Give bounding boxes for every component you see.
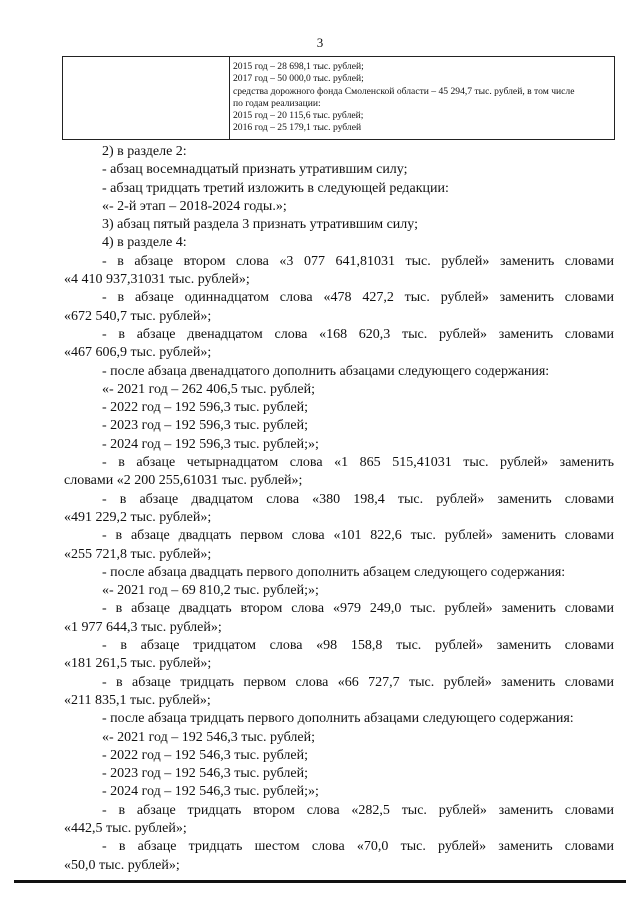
text-line: - абзац тридцать третий изложить в следующей редакции: xyxy=(102,180,449,196)
text-line: - в абзаце двадцать втором слова «979 249,0 тыс. рублей» заменить словами xyxy=(102,601,614,617)
text-line: «50,0 тыс. рублей»; xyxy=(64,857,180,873)
text-line: - в абзаце втором слова «3 077 641,81031 тыс. рублей» заменить словами xyxy=(102,253,614,269)
text-line: - в абзаце двенадцатом слова «168 620,3 тыс. рублей» заменить словами xyxy=(102,326,614,342)
text-line: - в абзаце тридцатом слова «98 158,8 тыс. рублей» заменить словами xyxy=(102,638,614,654)
text-line: - в абзаце четырнадцатом слова «1 865 515,41031 тыс. рублей» заменить xyxy=(102,455,614,471)
text-line: «4 410 937,31031 тыс. рублей»; xyxy=(64,272,250,288)
table-cell-funding xyxy=(233,61,610,135)
table-column-divider xyxy=(229,57,230,139)
table-line: 2015 год – 28 698,1 тыс. рублей; xyxy=(233,61,364,72)
text-line: «- 2021 год – 262 406,5 тыс. рублей; xyxy=(102,381,316,397)
text-line: - 2022 год – 192 546,3 тыс. рублей; xyxy=(102,747,309,763)
text-line: «- 2021 год – 192 546,3 тыс. рублей; xyxy=(102,729,316,745)
text-line: «181 261,5 тыс. рублей»; xyxy=(64,656,212,672)
text-line: - 2024 год – 192 596,3 тыс. рублей;»; xyxy=(102,436,319,452)
text-line: «211 835,1 тыс. рублей»; xyxy=(64,692,211,708)
table-line: 2017 год – 50 000,0 тыс. рублей; xyxy=(233,73,364,85)
table-line: средства дорожного фонда Смоленской области – 45 294,7 тыс. рублей, в том числе xyxy=(233,85,575,97)
text-line: «442,5 тыс. рублей»; xyxy=(64,820,187,836)
page-bottom-rule xyxy=(14,880,626,883)
text-line: - в абзаце двадцатом слова «380 198,4 тыс. рублей» заменить словами xyxy=(102,491,614,507)
text-line: «672 540,7 тыс. рублей»; xyxy=(64,308,212,324)
text-line: «1 977 644,3 тыс. рублей»; xyxy=(64,619,222,635)
text-line: «- 2-й этап – 2018-2024 годы.»; xyxy=(102,198,287,214)
text-line: - абзац восемнадцатый признать утратившим силу; xyxy=(102,162,408,178)
text-line: - в абзаце одиннадцатом слова «478 427,2 тыс. рублей» заменить словами xyxy=(102,290,614,306)
text-line: - 2024 год – 192 546,3 тыс. рублей;»; xyxy=(102,784,319,800)
table-line: по годам реализации: xyxy=(233,97,321,109)
text-line: - в абзаце тридцать первом слова «66 727,7 тыс. рублей» заменить словами xyxy=(102,674,614,690)
text-line: - в абзаце двадцать первом слова «101 822,6 тыс. рублей» заменить словами xyxy=(102,528,614,544)
text-line: «255 721,8 тыс. рублей»; xyxy=(64,546,212,562)
text-line: - после абзаца двадцать первого дополнить абзацем следующего содержания: xyxy=(102,564,566,580)
text-line: - 2023 год – 192 596,3 тыс. рублей; xyxy=(102,418,309,434)
text-line: «467 606,9 тыс. рублей»; xyxy=(64,345,212,361)
text-line: 2) в разделе 2: xyxy=(102,144,187,159)
table-fragment xyxy=(62,56,615,140)
text-line: - после абзаца двенадцатого дополнить абзацами следующего содержания: xyxy=(102,363,550,379)
page-number: 3 xyxy=(316,35,324,50)
text-line: - 2023 год – 192 546,3 тыс. рублей; xyxy=(102,766,309,782)
text-line: 3) абзац пятый раздела 3 признать утратившим силу; xyxy=(102,217,418,233)
text-line: словами «2 200 255,61031 тыс. рублей»; xyxy=(64,473,303,489)
table-line: 2015 год – 20 115,6 тыс. рублей; xyxy=(233,110,364,122)
text-line: «- 2021 год – 69 810,2 тыс. рублей;»; xyxy=(102,583,319,599)
document-body xyxy=(64,143,614,875)
text-line: - после абзаца тридцать первого дополнить абзацами следующего содержания: xyxy=(102,711,574,727)
text-line: - в абзаце тридцать шестом слова «70,0 тыс. рублей» заменить словами xyxy=(102,839,614,855)
text-line: 4) в разделе 4: xyxy=(102,235,187,251)
text-line: - в абзаце тридцать втором слова «282,5 тыс. рублей» заменить словами xyxy=(102,802,614,818)
text-line: - 2022 год – 192 596,3 тыс. рублей; xyxy=(102,400,309,416)
table-line: 2016 год – 25 179,1 тыс. рублей xyxy=(233,122,362,134)
text-line: «491 229,2 тыс. рублей»; xyxy=(64,509,212,525)
